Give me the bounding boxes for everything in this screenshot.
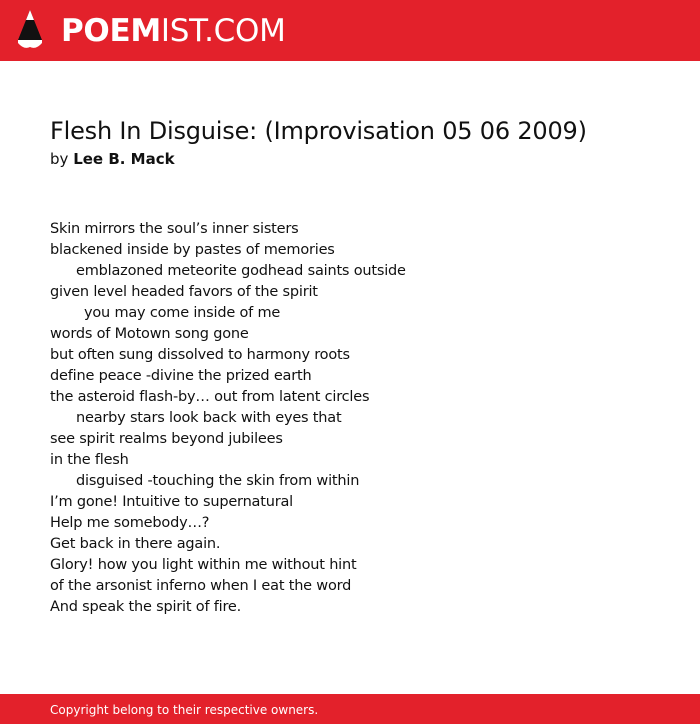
poem-line: of the arsonist inferno when I eat the word [50,578,352,594]
logo-bold-text: POEM [61,13,161,49]
poem-author[interactable]: Lee B. Mack [73,150,175,168]
poem-byline [50,148,175,170]
logo-light-text: IST.COM [160,13,286,49]
poem-line: see spirit realms beyond jubilees [50,431,283,447]
poem-line: Skin mirrors the soul’s inner sisters [50,221,299,237]
poem-line: Get back in there again. [50,536,221,552]
poem-body [50,219,670,618]
poem-line: Glory! how you light within me without hint [50,557,357,573]
poem-line: blackened inside by pastes of memories [50,242,335,258]
poem-line: words of Motown song gone [50,326,249,342]
poem-line: in the flesh [50,452,129,468]
poem-line: but often sung dissolved to harmony roots [50,347,350,363]
poem-line: And speak the spirit of fire. [50,599,242,615]
poem-line: emblazoned meteorite godhead saints outside [76,263,406,279]
poem-line: disguised -touching the skin from within [76,473,360,489]
site-logo[interactable] [61,11,286,51]
poem-line: given level headed favors of the spirit [50,284,318,300]
poem-line: you may come inside of me [84,305,281,321]
poem-line: define peace -divine the prized earth [50,368,312,384]
pencil-tip-icon[interactable] [17,9,43,51]
poem-line: I’m gone! Intuitive to supernatural [50,494,293,510]
site-footer [0,694,700,724]
footer-copyright: Copyright belong to their respective owners. [50,703,319,717]
poem-title: Flesh In Disguise: (Improvisation 05 06 2009) [50,117,587,145]
poem-line: the asteroid flash-by… out from latent circles [50,389,370,405]
site-header [0,0,700,61]
by-label: by [50,150,69,168]
poem-line: Help me somebody…? [50,515,210,531]
poem-line: nearby stars look back with eyes that [76,410,342,426]
